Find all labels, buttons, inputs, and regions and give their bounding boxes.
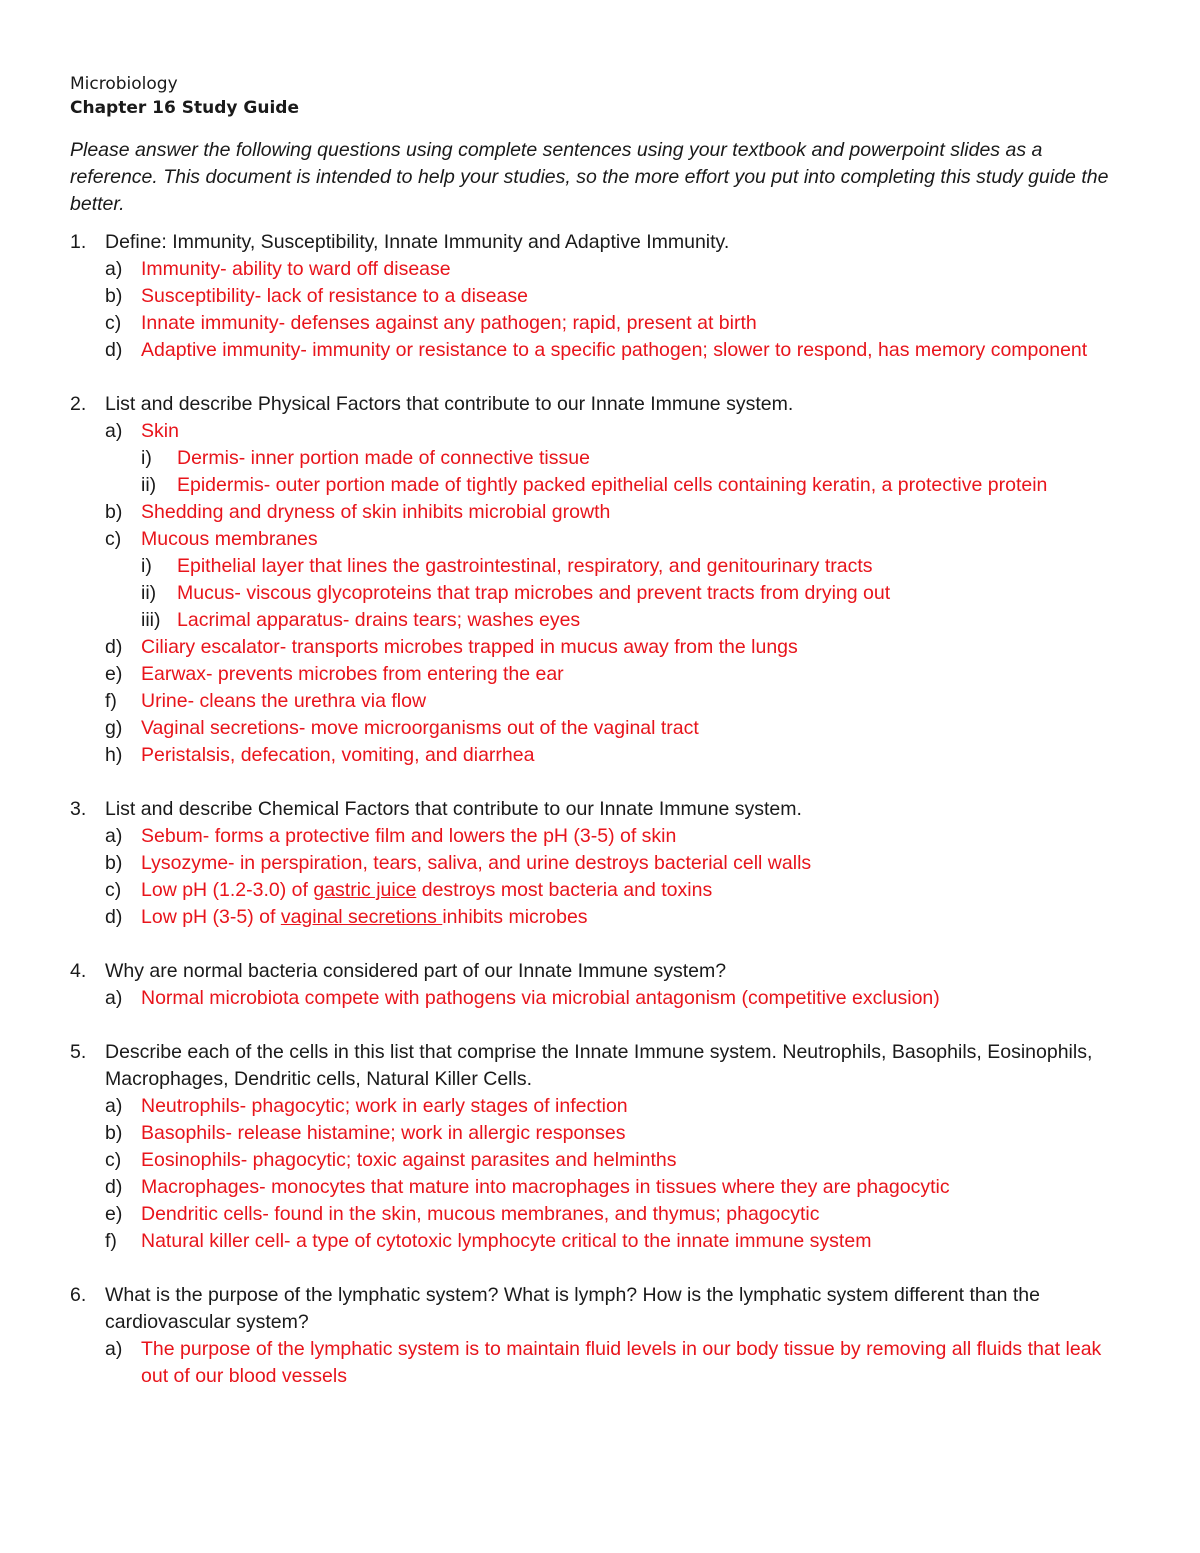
instructions: Please answer the following questions using complete sentences using your textbook and powerpoint slides as a reference. This document is intended to help your studies, so the more effort you put into completing this study guide the better. — [70, 139, 1109, 215]
answer-marker: a) — [105, 1095, 123, 1117]
answer-item — [105, 715, 1130, 742]
question-text: Describe each of the cells in this list that comprise the Innate Immune system. Neutrophils, Basophils, Eosinophils, Macrophages, Dendritic cells, Natural Killer Cells. — [105, 1041, 1093, 1090]
answer-text: Normal microbiota compete with pathogens via microbial antagonism (competitive exclusion) — [141, 987, 940, 1009]
answer-item — [105, 1336, 1130, 1390]
question-1 — [70, 229, 1130, 364]
answer-text: Immunity- ability to ward off disease — [141, 258, 451, 280]
answer-marker: f) — [105, 1230, 117, 1252]
answer-marker: g) — [105, 717, 123, 739]
answer-text: Natural killer cell- a type of cytotoxic lymphocyte critical to the innate immune system — [141, 1230, 872, 1252]
answer-marker: c) — [105, 312, 122, 334]
answer-text: Innate immunity- defenses against any pathogen; rapid, present at birth — [141, 312, 757, 334]
answer-marker: d) — [105, 339, 123, 361]
answer-text: Shedding and dryness of skin inhibits microbial growth — [141, 501, 611, 523]
question-text: What is the purpose of the lymphatic system? What is lymph? How is the lymphatic system different than the cardiovascular system? — [105, 1284, 1040, 1333]
answer-item — [105, 1120, 1130, 1147]
answer-item — [105, 634, 1130, 661]
sub-answer-item — [141, 472, 1130, 499]
question-number: 1. — [70, 231, 87, 253]
question-text: List and describe Chemical Factors that contribute to our Innate Immune system. — [105, 798, 802, 820]
answer-text-underlined: gastric juice — [313, 879, 417, 901]
answer-item — [105, 283, 1130, 310]
answer-item — [105, 1228, 1130, 1255]
answer-marker: c) — [105, 879, 122, 901]
answer-text-post: inhibits microbes — [442, 906, 588, 928]
answer-item — [105, 661, 1130, 688]
answer-marker: b) — [105, 285, 123, 307]
answer-marker: a) — [105, 258, 123, 280]
sub-answer-marker: i) — [141, 555, 152, 577]
answer-item — [105, 337, 1130, 364]
answer-item — [105, 1147, 1130, 1174]
answer-marker: a) — [105, 420, 123, 442]
answer-text: Eosinophils- phagocytic; toxic against parasites and helminths — [141, 1149, 677, 1171]
answer-item — [105, 850, 1130, 877]
answer-item — [105, 742, 1130, 769]
answer-marker: a) — [105, 1338, 123, 1360]
answer-marker: e) — [105, 1203, 123, 1225]
answer-text: Mucous membranes — [141, 528, 318, 550]
course-name: Microbiology — [70, 74, 178, 94]
answer-text: Urine- cleans the urethra via flow — [141, 690, 427, 712]
answer-marker: d) — [105, 906, 123, 928]
answer-marker: b) — [105, 1122, 123, 1144]
sub-answer-text: Lacrimal apparatus- drains tears; washes eyes — [177, 609, 581, 631]
question-6 — [70, 1282, 1130, 1390]
sub-answer-item — [141, 553, 1130, 580]
sub-answer-item — [141, 580, 1130, 607]
answer-text: Skin — [141, 420, 179, 442]
document-page — [70, 74, 1130, 1390]
answer-item — [105, 904, 1130, 931]
answer-marker: c) — [105, 528, 122, 550]
answer-text: Lysozyme- in perspiration, tears, saliva, and urine destroys bacterial cell walls — [141, 852, 812, 874]
answer-item — [105, 1174, 1130, 1201]
answer-item — [105, 1093, 1130, 1120]
page-title: Chapter 16 Study Guide — [70, 98, 299, 118]
answer-text: Basophils- release histamine; work in allergic responses — [141, 1122, 626, 1144]
answer-text: Neutrophils- phagocytic; work in early stages of infection — [141, 1095, 628, 1117]
question-4 — [70, 958, 1130, 1012]
question-number: 2. — [70, 393, 87, 415]
answer-item — [105, 985, 1130, 1012]
answer-marker: h) — [105, 744, 123, 766]
answer-text: Earwax- prevents microbes from entering the ear — [141, 663, 564, 685]
question-5 — [70, 1039, 1130, 1255]
answer-item — [105, 688, 1130, 715]
sub-answer-text: Epithelial layer that lines the gastrointestinal, respiratory, and genitourinary tracts — [177, 555, 873, 577]
question-text: List and describe Physical Factors that contribute to our Innate Immune system. — [105, 393, 794, 415]
sub-answer-marker: ii) — [141, 582, 157, 604]
answer-marker: a) — [105, 987, 123, 1009]
answer-marker: a) — [105, 825, 123, 847]
sub-answer-item — [141, 445, 1130, 472]
answer-text: Vaginal secretions- move microorganisms out of the vaginal tract — [141, 717, 699, 739]
question-number: 4. — [70, 960, 87, 982]
answer-text: Susceptibility- lack of resistance to a disease — [141, 285, 528, 307]
answer-text: The purpose of the lymphatic system is to maintain fluid levels in our body tissue by removing all fluids that leak out of our blood vessels — [141, 1338, 1102, 1387]
question-number: 5. — [70, 1041, 87, 1063]
question-text: Why are normal bacteria considered part of our Innate Immune system? — [105, 960, 727, 982]
answer-item — [105, 526, 1130, 634]
question-number: 6. — [70, 1284, 87, 1306]
question-text: Define: Immunity, Susceptibility, Innate Immunity and Adaptive Immunity. — [105, 231, 730, 253]
answer-text: Sebum- forms a protective film and lowers the pH (3-5) of skin — [141, 825, 677, 847]
answer-marker: f) — [105, 690, 117, 712]
answer-marker: e) — [105, 663, 123, 685]
sub-answer-text: Dermis- inner portion made of connective tissue — [177, 447, 590, 469]
sub-answer-marker: ii) — [141, 474, 157, 496]
answer-text-pre: Low pH (1.2-3.0) of — [141, 879, 314, 901]
answer-marker: b) — [105, 852, 123, 874]
answer-item — [105, 256, 1130, 283]
answer-text-underlined: vaginal secretions — [280, 906, 443, 928]
sub-answer-item — [141, 607, 1130, 634]
answer-item — [105, 823, 1130, 850]
answer-marker: b) — [105, 501, 123, 523]
answer-text-post: destroys most bacteria and toxins — [416, 879, 713, 901]
answer-text: Peristalsis, defecation, vomiting, and diarrhea — [141, 744, 535, 766]
answer-text: Ciliary escalator- transports microbes trapped in mucus away from the lungs — [141, 636, 798, 658]
answer-text: Dendritic cells- found in the skin, mucous membranes, and thymus; phagocytic — [141, 1203, 820, 1225]
sub-answer-marker: iii) — [141, 609, 161, 631]
answer-marker: d) — [105, 1176, 123, 1198]
answer-text-pre: Low pH (3-5) of — [141, 906, 281, 928]
question-2 — [70, 391, 1130, 769]
answer-item — [105, 310, 1130, 337]
answer-marker: c) — [105, 1149, 122, 1171]
answer-item — [105, 1201, 1130, 1228]
answer-marker: d) — [105, 636, 123, 658]
answer-item — [105, 499, 1130, 526]
answer-item — [105, 877, 1130, 904]
answer-text: Macrophages- monocytes that mature into macrophages in tissues where they are phagocytic — [141, 1176, 950, 1198]
answer-text: Adaptive immunity- immunity or resistance to a specific pathogen; slower to respond, has memory component — [141, 339, 1088, 361]
sub-answer-text: Epidermis- outer portion made of tightly packed epithelial cells containing keratin, a protective protein — [177, 474, 1048, 496]
answer-item — [105, 418, 1130, 499]
question-3 — [70, 796, 1130, 931]
question-number: 3. — [70, 798, 87, 820]
sub-answer-marker: i) — [141, 447, 152, 469]
sub-answer-text: Mucus- viscous glycoproteins that trap microbes and prevent tracts from drying out — [177, 582, 891, 604]
